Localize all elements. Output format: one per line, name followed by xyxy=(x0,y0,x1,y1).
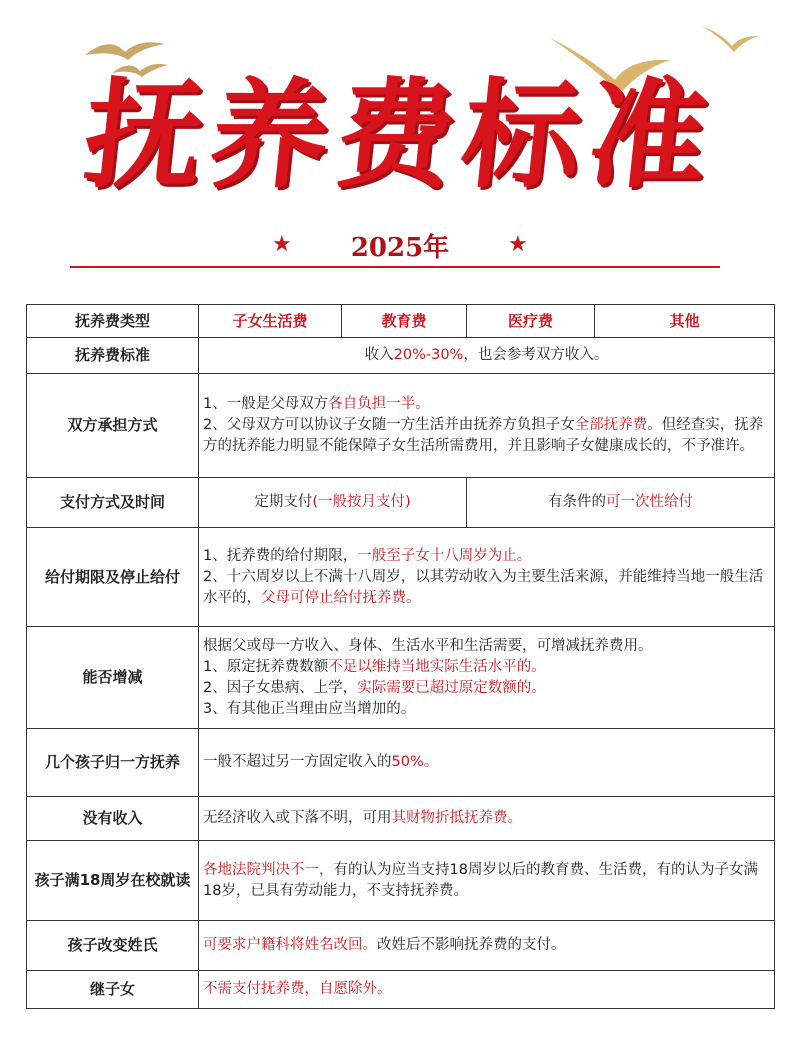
intro-text: 根据父或母一方收入、身体、生活水平和生活需要，可增减抚养费用。 xyxy=(203,637,653,654)
row-content xyxy=(199,841,775,921)
list-item xyxy=(203,546,770,567)
text: 2、十六周岁以上不满十八周岁，以其劳动收入为主要生活来源，并能维持当地一般生活水平的， xyxy=(203,568,764,606)
list-item xyxy=(203,678,770,699)
bird-icon xyxy=(700,20,760,55)
type-education: 教育费 xyxy=(342,305,467,338)
highlight-text: 20%-30% xyxy=(393,347,464,363)
row-label: 双方承担方式 xyxy=(27,374,199,478)
highlight-text: 不需支付抚养费，自愿除外。 xyxy=(203,981,392,997)
list-item: 3、有其他正当理由应当增加的。 xyxy=(203,700,416,717)
text: 无经济收入或下落不明，可用 xyxy=(203,810,392,826)
type-medical: 医疗费 xyxy=(467,305,595,338)
star-icon: ★ xyxy=(272,232,292,257)
highlight-text: 可一次性给付 xyxy=(606,494,693,510)
text: 有的认为应当支持18周岁以后的教育费、生活费，有的认为子女满18岁，已具有劳动能力，不支持抚养费。 xyxy=(203,861,758,899)
text: 1、一般是父母双方 xyxy=(203,396,329,412)
highlight-text: 实际需要已超过原定数额的。 xyxy=(357,679,546,696)
year-label: 2025年 xyxy=(350,233,450,263)
text: 2、父母双方可以协议子女随一方生活并由抚养方负担子女 xyxy=(203,417,575,433)
row-label: 几个孩子归一方抚养 xyxy=(27,729,199,797)
text: 1、原定抚养费数额 xyxy=(203,658,329,675)
type-other: 其他 xyxy=(595,305,775,338)
row-content xyxy=(199,921,775,971)
list-item xyxy=(203,415,770,457)
highlight-text: (一般按月支付) xyxy=(312,494,411,510)
text: 改姓后不影响抚养费的支付。 xyxy=(377,937,566,953)
highlight-text: 各自负担一半。 xyxy=(328,396,430,412)
payment-regular xyxy=(199,478,467,528)
table-row-period xyxy=(27,528,775,627)
text: 一般不超过另一方固定收入的 xyxy=(203,754,392,770)
highlight-text: 50%。 xyxy=(391,754,439,770)
text: ，也会参考双方收入。 xyxy=(463,347,609,363)
text: 1、抚养费的给付期限， xyxy=(203,547,358,564)
table-row-standard xyxy=(27,338,775,374)
table-row-surname xyxy=(27,921,775,971)
type-living: 子女生活费 xyxy=(199,305,342,338)
text: 定期支付 xyxy=(254,494,313,510)
row-content xyxy=(199,374,775,478)
row-label: 给付期限及停止给付 xyxy=(27,528,199,627)
row-label: 没有收入 xyxy=(27,797,199,841)
text: 2、因子女患病、上学， xyxy=(203,679,358,696)
star-icon: ★ xyxy=(508,232,528,257)
text: 收入 xyxy=(364,347,394,363)
row-label: 抚养费标准 xyxy=(27,338,199,374)
row-content xyxy=(199,729,775,797)
row-content xyxy=(199,528,775,627)
row-label: 孩子满18周岁在校就读 xyxy=(27,841,199,921)
row-label: 能否增减 xyxy=(27,627,199,729)
table-row-noincome xyxy=(27,797,775,841)
payment-lump-sum xyxy=(467,478,775,528)
table-row-share xyxy=(27,374,775,478)
child-support-table xyxy=(26,304,775,1009)
highlight-text: 一般至子女十八周岁为止。 xyxy=(357,547,532,564)
highlight-text: 各地法院判决不一， xyxy=(203,861,334,878)
row-content xyxy=(199,971,775,1009)
page-title: 抚养费标准 xyxy=(77,65,723,204)
table-row-payment xyxy=(27,478,775,528)
row-content xyxy=(199,627,775,729)
divider xyxy=(70,266,720,268)
row-label: 孩子改变姓氏 xyxy=(27,921,199,971)
table-row-over18 xyxy=(27,841,775,921)
row-label: 支付方式及时间 xyxy=(27,478,199,528)
table-row-multi xyxy=(27,729,775,797)
highlight-text: 其财物折抵抚养费。 xyxy=(391,810,522,826)
row-label: 抚养费类型 xyxy=(27,305,199,338)
highlight-text: 父母可停止给付抚养费。 xyxy=(261,589,421,606)
table-row-type xyxy=(27,305,775,338)
row-content xyxy=(199,797,775,841)
text: 。但经查实，抚养方的抚养能力明显不能保障子女生活所需费用，并且影响子女健康成长的，不予准许。 xyxy=(203,417,764,454)
list-item xyxy=(203,394,770,415)
row-content xyxy=(199,338,775,374)
table-row-adjust xyxy=(27,627,775,729)
highlight-text: 不足以维持当地实际生活水平的。 xyxy=(328,658,546,675)
highlight-text: 可要求户籍科将姓名改回。 xyxy=(203,937,377,953)
table-row-step xyxy=(27,971,775,1009)
row-label: 继子女 xyxy=(27,971,199,1009)
list-item xyxy=(203,567,770,609)
highlight-text: 全部抚养费 xyxy=(574,417,648,433)
year-row xyxy=(0,228,800,268)
list-item xyxy=(203,657,770,678)
header xyxy=(0,0,800,290)
text: 有条件的 xyxy=(548,494,606,510)
